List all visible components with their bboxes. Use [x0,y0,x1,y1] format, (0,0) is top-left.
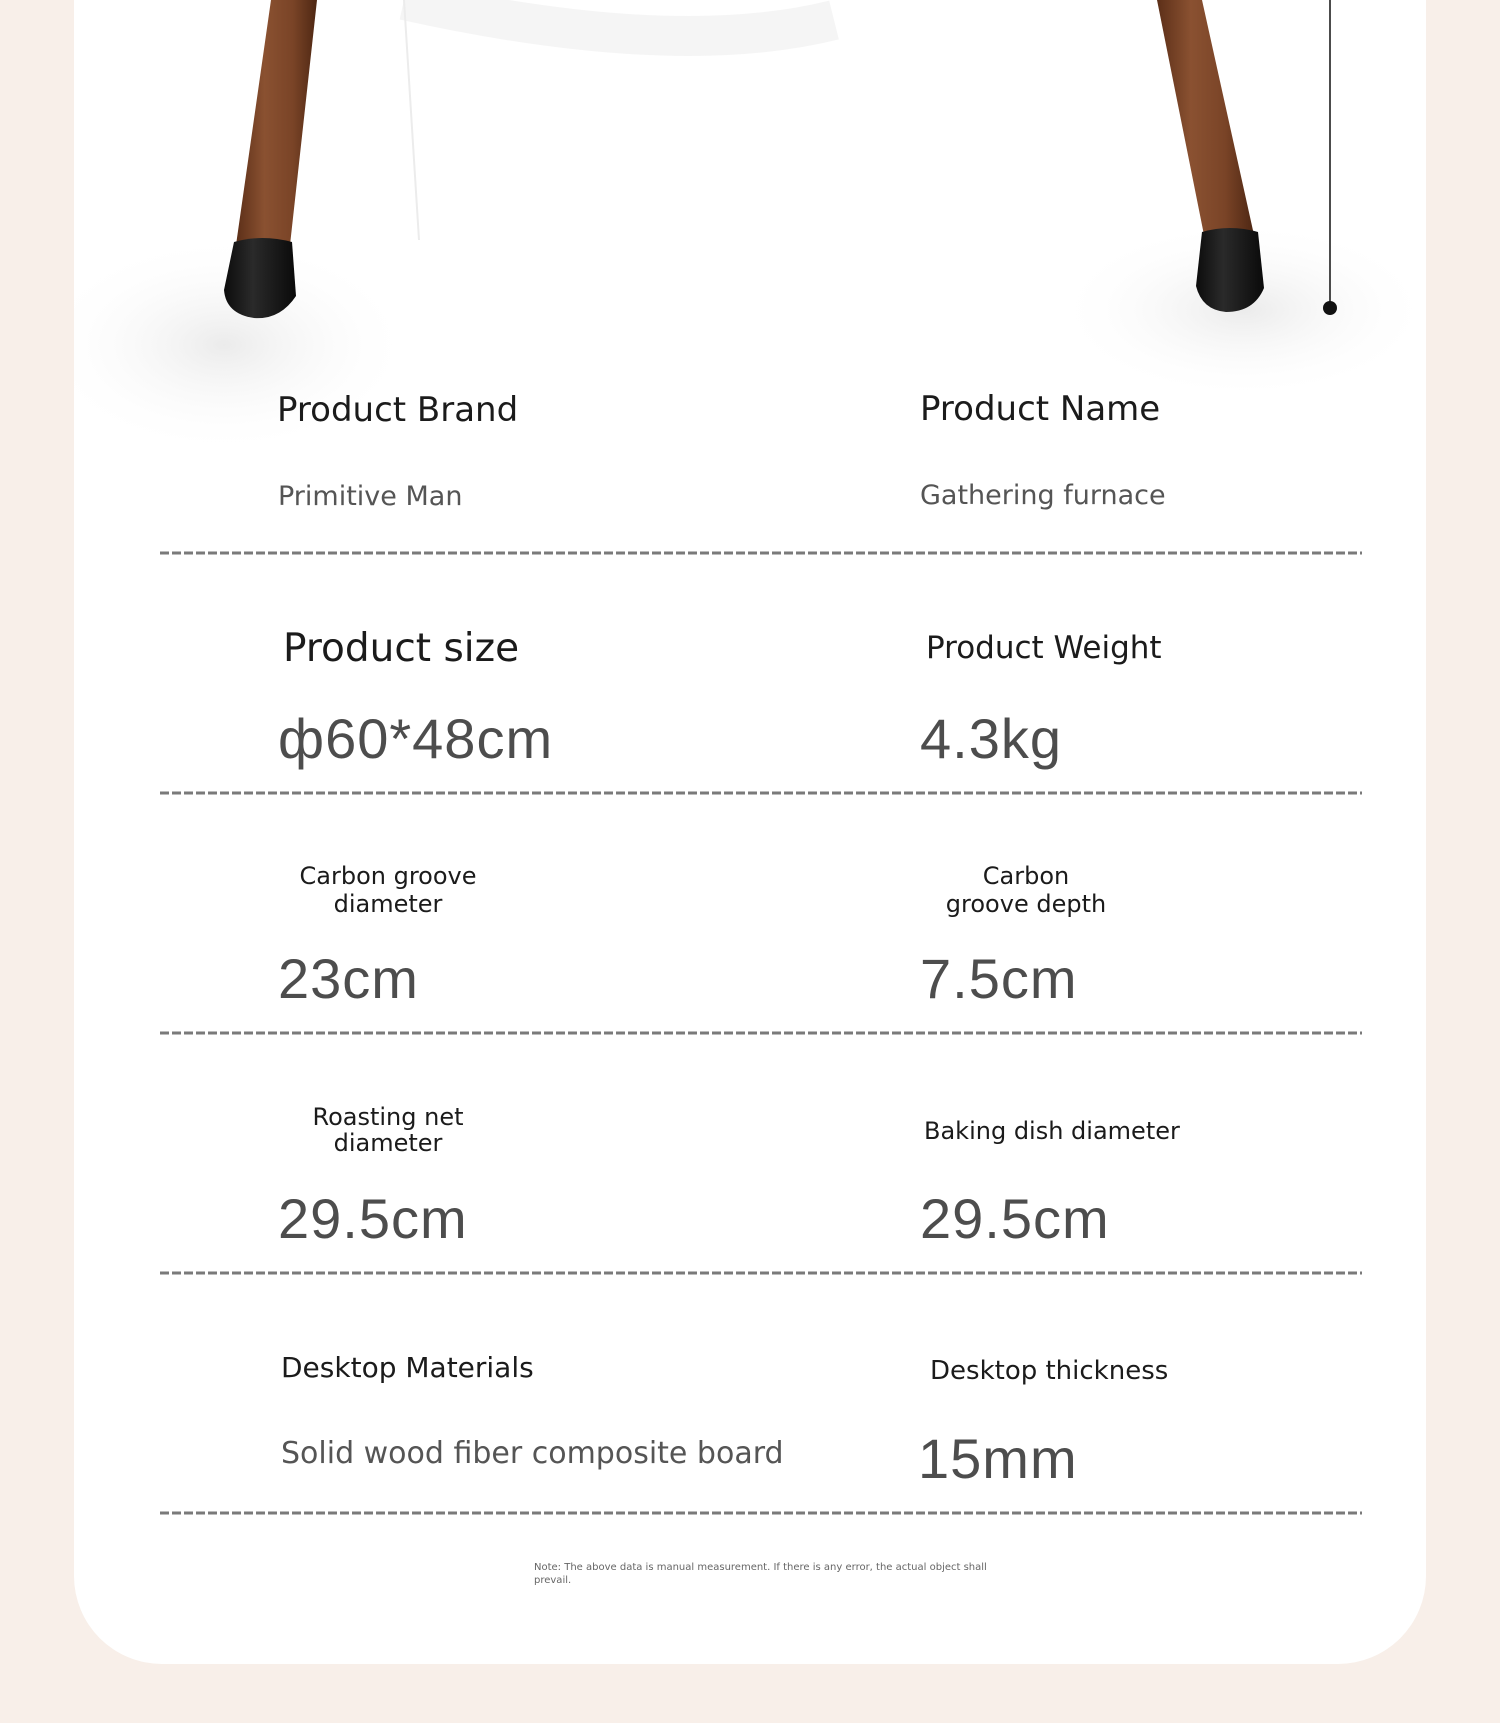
dimension-line-endpoint-dot [1323,301,1337,315]
spec-label-name: Product Name [920,389,1161,429]
spec-label-desktop-thickness: Desktop thickness [930,1356,1169,1386]
row-divider-1 [160,550,1362,556]
spec-value-baking-dish-diameter: 29.5cm [920,1187,1110,1250]
row-divider-3 [160,1030,1362,1036]
measurement-note: Note: The above data is manual measurement. If there is any error, the actual object shall prevail. [534,1562,987,1586]
spec-value-size: ф60*48cm [278,707,554,770]
spec-label-brand: Product Brand [277,390,519,430]
spec-label-size: Product size [283,626,520,671]
spec-value-brand: Primitive Man [278,481,463,512]
leg-foot-cap-left [224,238,296,318]
spec-value-carbon-groove-diameter: 23cm [278,947,419,1010]
spec-label-weight: Product Weight [926,630,1162,666]
thin-support-rod [404,0,419,240]
row-divider-4 [160,1270,1362,1276]
spec-label-carbon-groove-depth: Carbon groove depth [945,862,1107,918]
spec-label-roasting-net-diameter: Roasting net diameter [312,1103,464,1157]
spec-card [74,0,1426,1664]
spec-label-desktop-materials: Desktop Materials [281,1351,534,1384]
spec-label-baking-dish-diameter: Baking dish diameter [924,1117,1180,1145]
spec-value-desktop-materials: Solid wood fiber composite board [281,1436,784,1471]
leg-foot-cap-right [1196,228,1264,312]
spec-value-name: Gathering furnace [920,480,1166,511]
spec-label-carbon-groove-diameter: Carbon groove diameter [299,862,477,918]
spec-value-desktop-thickness: 15mm [918,1427,1078,1490]
row-divider-2 [160,790,1362,796]
table-leg-left [236,0,317,245]
table-leg-right [1157,0,1254,235]
table-shadow [404,0,834,36]
spec-value-roasting-net-diameter: 29.5cm [278,1187,468,1250]
spec-value-weight: 4.3kg [920,707,1062,770]
spec-value-carbon-groove-depth: 7.5cm [920,947,1078,1010]
row-divider-5 [160,1510,1362,1516]
